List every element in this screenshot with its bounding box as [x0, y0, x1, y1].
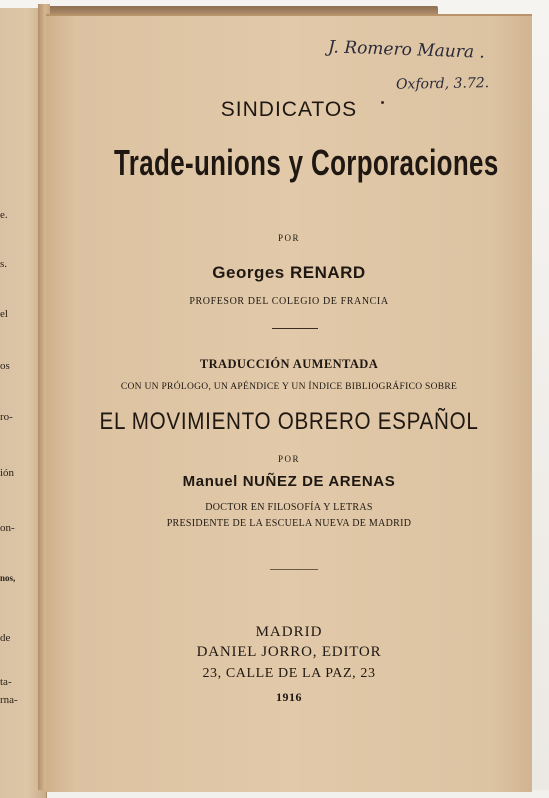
left-page-fragment: rna- [0, 694, 18, 706]
series-heading: SINDICATOS [220, 98, 358, 121]
book-title: Trade-unions y Corporaciones [114, 142, 499, 183]
left-page-fragment: de [0, 632, 11, 644]
imprint-address: 23, CALLE DE LA PAZ, 23 [202, 666, 376, 681]
subject-heading: EL MOVIMIENTO OBRERO ESPAÑOL [99, 408, 479, 435]
ink-speck [381, 101, 384, 104]
left-page-fragment: el [0, 308, 8, 320]
left-page-fragment: on- [0, 522, 15, 534]
translation-note: TRADUCCIÓN AUMENTADA [199, 357, 379, 371]
left-page-fragment: ión [0, 467, 15, 479]
author-name: Georges RENARD [212, 263, 366, 282]
divider-rule [272, 328, 318, 329]
translator-name: Manuel NUÑEZ DE ARENAS [182, 473, 396, 490]
left-page-fragment: os [0, 360, 10, 372]
imprint-year: 1916 [276, 690, 302, 704]
imprint-city: MADRID [255, 624, 323, 640]
imprint-publisher: DANIEL JORRO, EDITOR [196, 644, 382, 660]
left-page-fragment: s. [0, 258, 8, 270]
left-page-fragment: ta- [0, 676, 12, 688]
handwritten-owner-name: J. Romero Maura . [327, 37, 486, 63]
left-page-fragment: nos, [0, 573, 16, 583]
author-role: PROFESOR DEL COLEGIO DE FRANCIA [189, 296, 389, 307]
divider-rule [270, 569, 318, 570]
left-page-fragment: e. [0, 209, 8, 221]
translator-role: DOCTOR EN FILOSOFÍA Y LETRAS [205, 502, 373, 513]
left-page-fragment: ro- [0, 411, 13, 423]
prologue-note: CON UN PRÓLOGO, UN APÉNDICE Y UN ÍNDICE BIBLIOGRÁFICO SOBRE [120, 382, 458, 392]
handwritten-place-date: Oxford, 3.72. [395, 75, 490, 93]
byline-por: POR [277, 233, 300, 243]
byline-por: POR [277, 454, 300, 464]
translator-role: PRESIDENTE DE LA ESCUELA NUEVA DE MADRID [166, 518, 412, 529]
